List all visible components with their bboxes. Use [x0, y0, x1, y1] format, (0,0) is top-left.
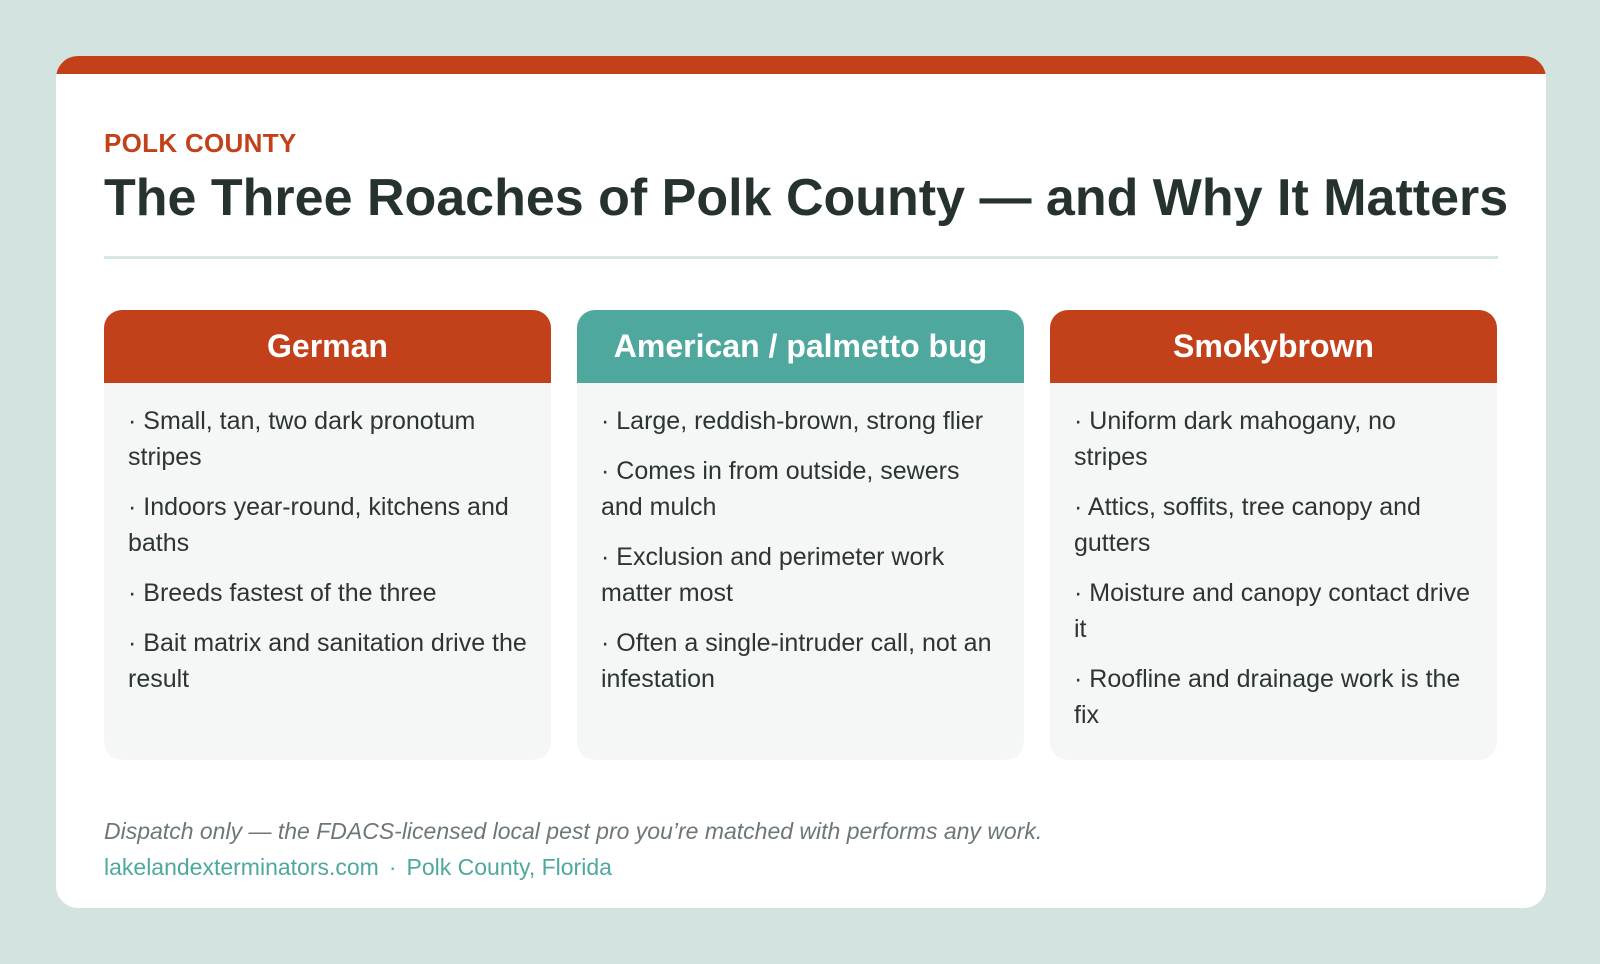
website-link[interactable]: lakelandexterminators.com — [104, 854, 379, 880]
list-item: · Bait matrix and sanitation drive the result — [128, 629, 527, 693]
list-item: · Uniform dark mahogany, no stripes — [1074, 407, 1396, 471]
list-item: · Breeds fastest of the three — [128, 579, 437, 607]
column-heading-smokybrown: Smokybrown — [1050, 310, 1497, 383]
column-smokybrown — [1050, 310, 1497, 760]
footer-credit — [104, 854, 612, 881]
dispatch-disclaimer: Dispatch only — the FDACS-licensed local pest pro you’re matched with performs any work. — [104, 818, 1043, 844]
accent-top-bar — [56, 56, 1546, 74]
column-list-smokybrown — [1050, 383, 1497, 733]
list-item: · Comes in from outside, sewers and mulch — [601, 457, 960, 521]
roach-comparison-columns — [104, 310, 1498, 760]
eyebrow-label: POLK COUNTY — [104, 128, 297, 158]
list-item: · Moisture and canopy contact drive it — [1074, 579, 1471, 643]
list-item: · Small, tan, two dark pronotum stripes — [128, 407, 476, 471]
column-heading-german: German — [104, 310, 551, 383]
list-item: · Roofline and drainage work is the fix — [1074, 665, 1461, 729]
list-item: · Often a single-intruder call, not an infestation — [601, 629, 992, 693]
list-item: · Indoors year-round, kitchens and baths — [128, 493, 509, 557]
column-list-american — [577, 383, 1024, 697]
infographic-card — [56, 56, 1546, 908]
title-divider — [104, 256, 1498, 259]
footer-location: Polk County, Florida — [406, 854, 612, 880]
page-title: The Three Roaches of Polk County — and Why It Matters — [104, 169, 1509, 227]
list-item: · Exclusion and perimeter work matter most — [601, 543, 945, 607]
column-american — [577, 310, 1024, 760]
list-item: · Attics, soffits, tree canopy and gutters — [1074, 493, 1421, 557]
column-german — [104, 310, 551, 760]
footer-separator: · — [388, 854, 397, 880]
column-list-german — [104, 383, 551, 697]
list-item: · Large, reddish-brown, strong flier — [601, 407, 984, 435]
column-heading-american: American / palmetto bug — [577, 310, 1024, 383]
